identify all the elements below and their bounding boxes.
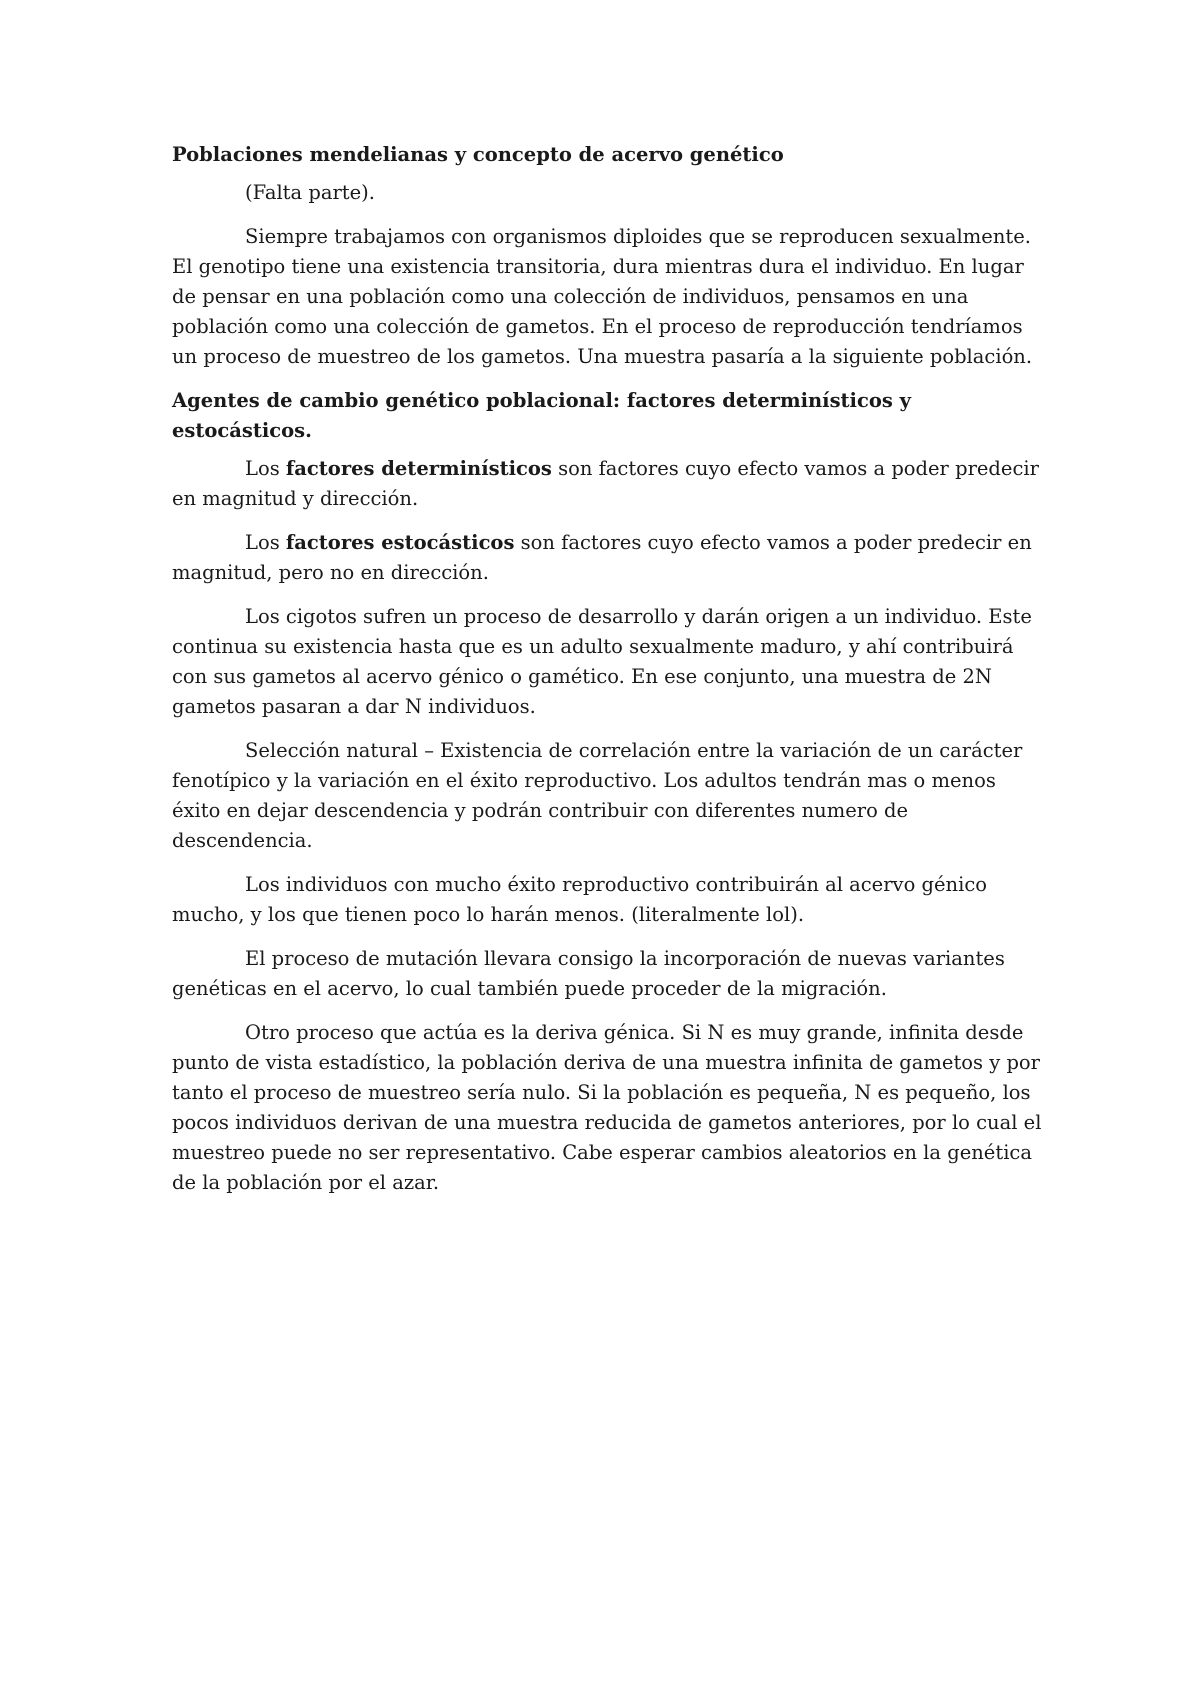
section-heading-agentes: Agentes de cambio genético poblacional: factores determinísticos y estocásticos. [172,389,911,442]
paragraph-seleccion-natural: Selección natural – Existencia de correlación entre la variación de un carácter fenotípico y la variación en el éxito reproductivo. Los adultos tendrán mas o menos éxito en dejar descendencia y podrán contribuir con diferentes numero de descendencia. [172,739,1023,852]
text-run: Los [245,457,286,480]
paragraph-cigotos: Los cigotos sufren un proceso de desarrollo y darán origen a un individuo. Este continua su existencia hasta que es un adulto sexualmente maduro, y ahí contribuirá con sus gametos al acervo génico o gamético. En ese conjunto, una muestra de 2N gametos pasaran a dar N individuos. [172,605,1032,718]
section-heading-poblaciones: Poblaciones mendelianas y concepto de acervo genético [172,143,784,166]
text-run: son factores cuyo efecto vamos a poder predecir en magnitud y dirección. [172,457,1039,510]
paragraph-estocasticos [172,528,1042,588]
paragraph-exito-reproductivo: Los individuos con mucho éxito reproductivo contribuirán al acervo génico mucho, y los que tienen poco lo harán menos. (literalmente lol). [172,873,987,926]
text-run: Los [245,531,286,554]
document-page [172,140,1042,1212]
text-run: son factores cuyo efecto vamos a poder predecir en magnitud, pero no en dirección. [172,531,1032,584]
bold-term-estocasticos: factores estocásticos [285,531,515,554]
paragraph-mutacion: El proceso de mutación llevara consigo la incorporación de nuevas variantes genéticas en el acervo, lo cual también puede proceder de la migración. [172,947,1005,1000]
paragraph-deterministicos [172,454,1042,514]
bold-term-deterministicos: factores determinísticos [285,457,552,480]
paragraph-falta-parte: (Falta parte). [245,181,375,204]
paragraph-diploides: Siempre trabajamos con organismos diploides que se reproducen sexualmente. El genotipo tiene una existencia transitoria, dura mientras dura el individuo. En lugar de pensar en una población como una colección de individuos, pensamos en una población como una colección de gametos. En el proceso de reproducción tendríamos un proceso de muestreo de los gametos. Una muestra pasaría a la siguiente población. [172,225,1033,368]
paragraph-deriva-genica: Otro proceso que actúa es la deriva génica. Si N es muy grande, infinita desde punto de vista estadístico, la población deriva de una muestra infinita de gametos y por tanto el proceso de muestreo sería nulo. Si la población es pequeña, N es pequeño, los pocos individuos derivan de una muestra reducida de gametos anteriores, por lo cual el muestreo puede no ser representativo. Cabe esperar cambios aleatorios en la genética de la población por el azar. [172,1021,1042,1194]
